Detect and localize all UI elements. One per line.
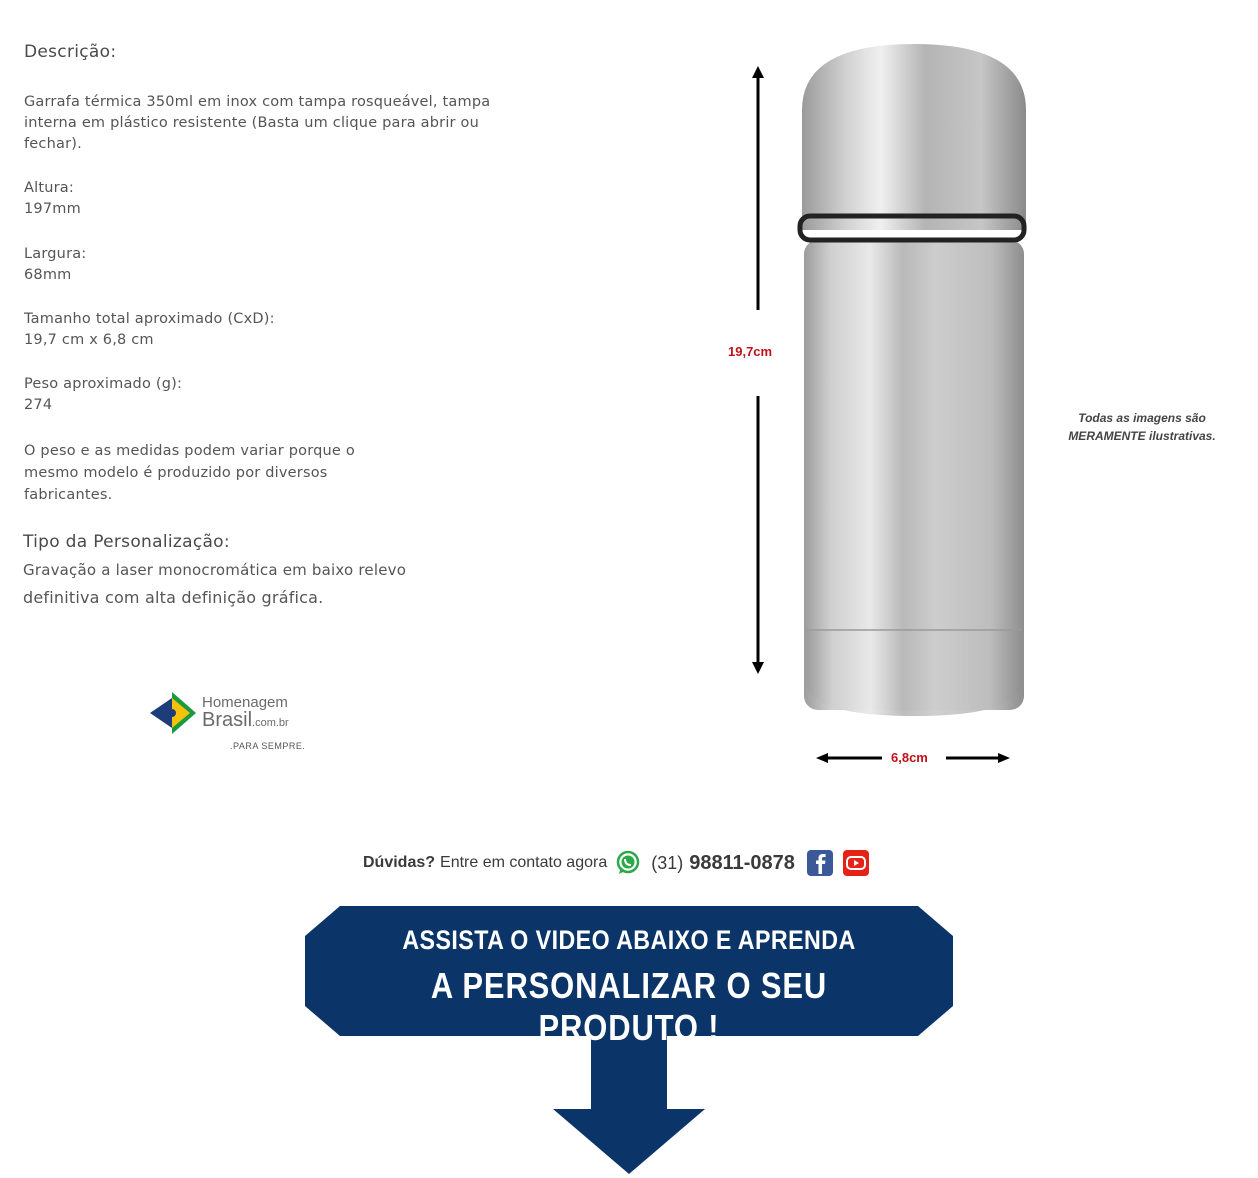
spec-label: Peso aproximado (g): bbox=[24, 376, 183, 392]
spec-value: 19,7 cm x 6,8 cm bbox=[24, 332, 154, 348]
height-dimension-arrow bbox=[752, 66, 764, 674]
spec-total-size bbox=[24, 309, 275, 351]
phone-number[interactable]: 98811-0878 bbox=[689, 851, 795, 874]
contact-text: Entre em contato agora bbox=[440, 854, 608, 871]
banner-line1: ASSISTA O VIDEO ABAIXO E APRENDA bbox=[402, 925, 856, 955]
description-text: Garrafa térmica 350ml em inox com tampa rosqueável, tampa interna em plástico resistente (Basta um clique para abrir ou fechar). bbox=[24, 94, 491, 152]
contact-bar bbox=[363, 849, 869, 877]
spec-label: Tamanho total aproximado (CxD): bbox=[24, 311, 275, 327]
spec-label: Largura: bbox=[24, 246, 87, 262]
customization-line1: Gravação a laser monocromática em baixo relevo bbox=[23, 561, 407, 579]
phone-prefix: (31) bbox=[651, 852, 684, 873]
facebook-icon[interactable] bbox=[807, 850, 833, 876]
spec-weight bbox=[24, 374, 182, 416]
spec-height bbox=[24, 178, 81, 220]
customization-heading: Tipo da Personalização: bbox=[23, 532, 230, 552]
logo-domain: .com.br bbox=[252, 717, 289, 729]
logo-word-brasil bbox=[202, 709, 289, 732]
spec-value: 68mm bbox=[24, 267, 72, 283]
whatsapp-icon[interactable] bbox=[615, 850, 641, 876]
disclaimer-bold: MERAMENTE bbox=[1068, 429, 1146, 443]
thermos-product-illustration bbox=[740, 40, 1040, 780]
width-dimension-label: 6,8cm bbox=[891, 750, 928, 765]
variation-note: O peso e as medidas podem variar porque o mesmo modelo é produzido por diversos fabricantes. bbox=[24, 443, 355, 503]
description-heading: Descrição: bbox=[24, 42, 117, 62]
disclaimer-rest: ilustrativas. bbox=[1145, 429, 1216, 443]
spec-width bbox=[24, 244, 86, 286]
logo-tagline: .PARA SEMPRE. bbox=[230, 741, 306, 751]
youtube-icon[interactable] bbox=[843, 850, 869, 876]
spec-value: 274 bbox=[24, 397, 53, 413]
customization-line2: definitiva com alta definição gráfica. bbox=[23, 588, 324, 607]
illustrative-disclaimer bbox=[1062, 409, 1222, 445]
logo-mark-icon bbox=[150, 692, 200, 738]
spec-label: Altura: bbox=[24, 180, 74, 196]
contact-question: Dúvidas? bbox=[363, 854, 436, 871]
disclaimer-line1: Todas as imagens são bbox=[1078, 411, 1206, 425]
homenagem-brasil-logo[interactable] bbox=[150, 690, 320, 760]
height-dimension-label: 19,7cm bbox=[728, 344, 773, 359]
banner-line2: A PERSONALIZAR O SEU PRODUTO ! bbox=[430, 965, 828, 1048]
spec-value: 197mm bbox=[24, 201, 81, 217]
logo-brasil-text: Brasil bbox=[202, 709, 253, 731]
logo-word-homenagem: Homenagem bbox=[202, 694, 288, 711]
